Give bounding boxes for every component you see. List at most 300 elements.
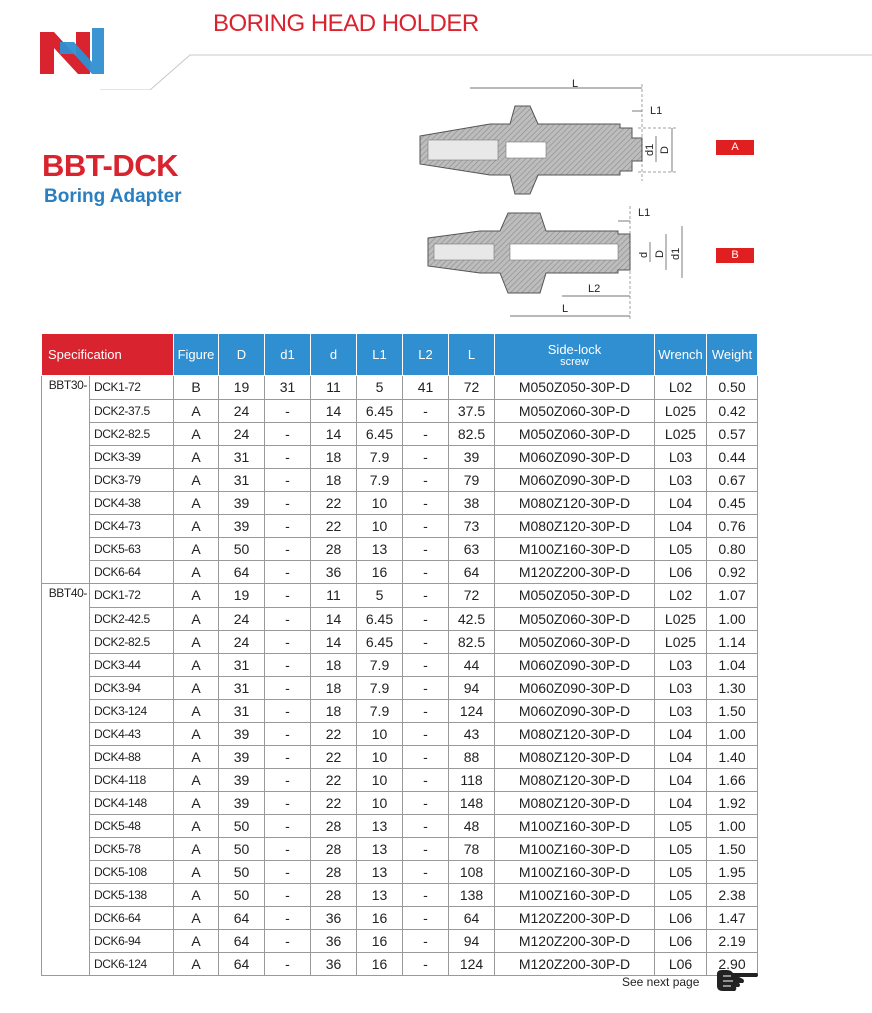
figure-cell: A [174,929,219,952]
d-cell: 22 [311,745,357,768]
figure-b-badge: B [716,248,754,263]
header-d1: d1 [265,334,311,376]
d-cell: 18 [311,468,357,491]
l-cell: 124 [449,952,495,976]
l1-cell: 7.9 [357,445,403,468]
wrench-cell: L025 [655,607,707,630]
weight-cell: 0.45 [707,491,758,514]
wrench-cell: L05 [655,837,707,860]
weight-cell: 1.30 [707,676,758,699]
weight-cell: 1.50 [707,699,758,722]
d-upper-cell: 19 [219,376,265,400]
l2-cell: - [403,584,449,608]
model-cell: DCK1-72 [90,584,174,608]
fig-b-label-d-small: d [638,251,650,258]
d-cell: 28 [311,883,357,906]
model-cell: DCK2-42.5 [90,607,174,630]
table-row [42,745,758,768]
l2-cell: - [403,560,449,584]
d-cell: 14 [311,607,357,630]
table-row [42,883,758,906]
spec-table-body [42,376,758,976]
header-side-lock: Side-lock [547,341,602,357]
table-row [42,653,758,676]
d-cell: 22 [311,491,357,514]
d-upper-cell: 19 [219,584,265,608]
d-upper-cell: 64 [219,906,265,929]
wrench-cell: L025 [655,630,707,653]
side-lock-screw-cell: M100Z160-30P-D [495,537,655,560]
l2-cell: - [403,491,449,514]
model-cell: DCK3-79 [90,468,174,491]
d-upper-cell: 50 [219,537,265,560]
figure-cell: A [174,491,219,514]
d1-cell: - [265,676,311,699]
series-cell [42,630,90,653]
l-cell: 82.5 [449,422,495,445]
table-row [42,722,758,745]
l2-cell: - [403,630,449,653]
table-row [42,607,758,630]
model-cell: DCK4-118 [90,768,174,791]
wrench-cell: L05 [655,537,707,560]
d1-cell: - [265,514,311,537]
d-cell: 36 [311,929,357,952]
series-cell [42,676,90,699]
l2-cell: - [403,883,449,906]
table-row [42,537,758,560]
wrench-cell: L04 [655,768,707,791]
weight-cell: 1.50 [707,837,758,860]
l1-cell: 13 [357,883,403,906]
model-cell: DCK5-78 [90,837,174,860]
table-row [42,468,758,491]
wrench-cell: L04 [655,722,707,745]
model-cell: DCK6-94 [90,929,174,952]
l2-cell: - [403,722,449,745]
l2-cell: - [403,768,449,791]
series-cell [42,837,90,860]
fig-b-label-d: D [654,250,666,258]
l-cell: 44 [449,653,495,676]
table-row [42,860,758,883]
series-cell [42,514,90,537]
model-cell: DCK3-39 [90,445,174,468]
figure-cell: A [174,814,219,837]
side-lock-screw-cell: M100Z160-30P-D [495,860,655,883]
l2-cell: - [403,837,449,860]
weight-cell: 1.04 [707,653,758,676]
d-upper-cell: 39 [219,768,265,791]
side-lock-screw-cell: M080Z120-30P-D [495,768,655,791]
l-cell: 138 [449,883,495,906]
l1-cell: 5 [357,584,403,608]
table-row [42,814,758,837]
weight-cell: 2.38 [707,883,758,906]
l1-cell: 16 [357,560,403,584]
side-lock-screw-cell: M100Z160-30P-D [495,814,655,837]
table-header-row [42,334,758,376]
table-row [42,399,758,422]
l-cell: 124 [449,699,495,722]
side-lock-screw-cell: M120Z200-30P-D [495,929,655,952]
figure-cell: A [174,791,219,814]
l1-cell: 10 [357,491,403,514]
l-cell: 73 [449,514,495,537]
figure-cell: A [174,699,219,722]
fig-b-label-l: L [562,303,569,315]
d1-cell: - [265,537,311,560]
weight-cell: 0.50 [707,376,758,400]
technical-drawings [410,76,760,326]
figure-cell: A [174,860,219,883]
d1-cell: - [265,722,311,745]
d1-cell: - [265,814,311,837]
model-cell: DCK1-72 [90,376,174,400]
l-cell: 42.5 [449,607,495,630]
model-cell: DCK6-64 [90,560,174,584]
l2-cell: - [403,952,449,976]
table-row [42,422,758,445]
side-lock-screw-cell: M100Z160-30P-D [495,883,655,906]
l1-cell: 6.45 [357,399,403,422]
series-cell [42,422,90,445]
series-cell [42,445,90,468]
d-cell: 22 [311,791,357,814]
series-cell [42,607,90,630]
l2-cell: - [403,699,449,722]
l-cell: 63 [449,537,495,560]
wrench-cell: L05 [655,814,707,837]
figure-cell: A [174,745,219,768]
weight-cell: 0.80 [707,537,758,560]
side-lock-screw-cell: M060Z090-30P-D [495,699,655,722]
figure-cell: A [174,653,219,676]
figure-cell: A [174,468,219,491]
l2-cell: - [403,676,449,699]
d-cell: 11 [311,376,357,400]
figure-cell: A [174,952,219,976]
side-lock-screw-cell: M120Z200-30P-D [495,952,655,976]
side-lock-screw-cell: M080Z120-30P-D [495,745,655,768]
l1-cell: 7.9 [357,653,403,676]
l-cell: 43 [449,722,495,745]
figure-cell: A [174,722,219,745]
series-cell [42,745,90,768]
weight-cell: 1.14 [707,630,758,653]
series-cell [42,491,90,514]
figure-b-drawing [428,206,682,321]
side-lock-screw-cell: M050Z050-30P-D [495,376,655,400]
wrench-cell: L03 [655,699,707,722]
d1-cell: - [265,584,311,608]
pointing-hand-icon [713,968,759,994]
d-upper-cell: 39 [219,791,265,814]
table-row [42,584,758,608]
figure-cell: A [174,560,219,584]
d-upper-cell: 64 [219,929,265,952]
d-cell: 11 [311,584,357,608]
model-cell: DCK5-138 [90,883,174,906]
l-cell: 94 [449,929,495,952]
d1-cell: - [265,699,311,722]
wrench-cell: L05 [655,860,707,883]
l1-cell: 16 [357,929,403,952]
d-cell: 22 [311,722,357,745]
l2-cell: - [403,653,449,676]
l-cell: 108 [449,860,495,883]
series-cell [42,814,90,837]
header-d: d [311,334,357,376]
model-cell: DCK3-94 [90,676,174,699]
model-cell: DCK4-43 [90,722,174,745]
l1-cell: 10 [357,745,403,768]
l-cell: 37.5 [449,399,495,422]
figure-cell: A [174,399,219,422]
table-row [42,491,758,514]
weight-cell: 1.07 [707,584,758,608]
d1-cell: - [265,560,311,584]
figure-cell: A [174,630,219,653]
l2-cell: - [403,607,449,630]
l1-cell: 5 [357,376,403,400]
weight-cell: 2.90 [707,952,758,976]
d-upper-cell: 24 [219,630,265,653]
series-cell [42,768,90,791]
d-cell: 28 [311,860,357,883]
l1-cell: 16 [357,906,403,929]
d-upper-cell: 50 [219,814,265,837]
d1-cell: 31 [265,376,311,400]
side-lock-screw-cell: M050Z060-30P-D [495,422,655,445]
d1-cell: - [265,791,311,814]
weight-cell: 1.95 [707,860,758,883]
wrench-cell: L04 [655,745,707,768]
weight-cell: 0.92 [707,560,758,584]
d1-cell: - [265,929,311,952]
l2-cell: - [403,468,449,491]
d-cell: 28 [311,814,357,837]
l-cell: 64 [449,906,495,929]
side-lock-screw-cell: M050Z050-30P-D [495,584,655,608]
wrench-cell: L03 [655,468,707,491]
header-l2: L2 [403,334,449,376]
table-row [42,952,758,976]
series-cell: BBT40- [42,584,90,608]
d1-cell: - [265,399,311,422]
l1-cell: 13 [357,537,403,560]
series-cell [42,722,90,745]
wrench-cell: L04 [655,491,707,514]
l-cell: 48 [449,814,495,837]
d1-cell: - [265,653,311,676]
wrench-cell: L05 [655,883,707,906]
l2-cell: - [403,537,449,560]
wrench-cell: L03 [655,445,707,468]
company-logo [40,26,104,80]
table-row [42,768,758,791]
d-cell: 28 [311,837,357,860]
series-cell [42,860,90,883]
weight-cell: 1.40 [707,745,758,768]
weight-cell: 1.92 [707,791,758,814]
l2-cell: - [403,860,449,883]
l1-cell: 7.9 [357,699,403,722]
weight-cell: 1.47 [707,906,758,929]
model-cell: DCK6-64 [90,906,174,929]
wrench-cell: L06 [655,952,707,976]
figure-cell: A [174,676,219,699]
l1-cell: 6.45 [357,630,403,653]
series-cell [42,537,90,560]
d-cell: 14 [311,399,357,422]
l1-cell: 13 [357,814,403,837]
l-cell: 148 [449,791,495,814]
series-cell [42,906,90,929]
side-lock-screw-cell: M120Z200-30P-D [495,906,655,929]
side-lock-screw-cell: M080Z120-30P-D [495,491,655,514]
wrench-cell: L025 [655,422,707,445]
d-upper-cell: 50 [219,837,265,860]
model-cell: DCK5-108 [90,860,174,883]
side-lock-screw-cell: M050Z060-30P-D [495,399,655,422]
series-cell [42,560,90,584]
weight-cell: 1.00 [707,722,758,745]
table-row [42,699,758,722]
d1-cell: - [265,768,311,791]
weight-cell: 0.67 [707,468,758,491]
see-next-page-link[interactable]: See next page [622,975,700,989]
weight-cell: 1.00 [707,814,758,837]
d1-cell: - [265,491,311,514]
l-cell: 82.5 [449,630,495,653]
l2-cell: - [403,929,449,952]
l2-cell: - [403,745,449,768]
fig-b-label-d1: d1 [670,247,682,260]
l-cell: 118 [449,768,495,791]
d-upper-cell: 24 [219,607,265,630]
header-weight: Weight [707,334,758,376]
d-upper-cell: 31 [219,699,265,722]
l1-cell: 10 [357,791,403,814]
fig-a-label-l1: L1 [650,105,663,117]
l-cell: 88 [449,745,495,768]
d-cell: 22 [311,514,357,537]
series-cell [42,399,90,422]
wrench-cell: L03 [655,676,707,699]
wrench-cell: L04 [655,791,707,814]
model-cell: DCK5-63 [90,537,174,560]
d-cell: 18 [311,653,357,676]
fig-a-label-l: L [572,78,579,90]
l2-cell: - [403,791,449,814]
d-cell: 18 [311,445,357,468]
series-cell [42,468,90,491]
side-lock-screw-cell: M080Z120-30P-D [495,791,655,814]
figure-cell: A [174,607,219,630]
l-cell: 72 [449,376,495,400]
fig-b-label-l1: L1 [638,207,651,219]
weight-cell: 1.66 [707,768,758,791]
wrench-cell: L03 [655,653,707,676]
l1-cell: 10 [357,722,403,745]
d-upper-cell: 64 [219,560,265,584]
d-cell: 14 [311,630,357,653]
l2-cell: - [403,399,449,422]
l1-cell: 10 [357,514,403,537]
series-cell [42,952,90,976]
d-upper-cell: 39 [219,491,265,514]
l-cell: 39 [449,445,495,468]
weight-cell: 0.42 [707,399,758,422]
model-cell: DCK4-88 [90,745,174,768]
d-cell: 14 [311,422,357,445]
model-cell: DCK2-82.5 [90,422,174,445]
d1-cell: - [265,422,311,445]
d1-cell: - [265,952,311,976]
d-cell: 22 [311,768,357,791]
d1-cell: - [265,630,311,653]
d-upper-cell: 24 [219,399,265,422]
header-l1: L1 [357,334,403,376]
table-row [42,560,758,584]
figure-a-drawing [420,84,678,194]
series-cell [42,929,90,952]
side-lock-screw-cell: M060Z090-30P-D [495,676,655,699]
model-cell: DCK6-124 [90,952,174,976]
header-figure: Figure [174,334,219,376]
l1-cell: 13 [357,837,403,860]
figure-cell: A [174,514,219,537]
d-cell: 36 [311,560,357,584]
table-row [42,376,758,400]
l2-cell: - [403,422,449,445]
l1-cell: 13 [357,860,403,883]
d-cell: 36 [311,906,357,929]
d1-cell: - [265,745,311,768]
series-cell [42,699,90,722]
fig-a-label-d: D [659,146,671,154]
d-upper-cell: 39 [219,745,265,768]
l-cell: 79 [449,468,495,491]
l-cell: 94 [449,676,495,699]
side-lock-screw-cell: M100Z160-30P-D [495,837,655,860]
l1-cell: 6.45 [357,607,403,630]
d-upper-cell: 64 [219,952,265,976]
d-upper-cell: 31 [219,653,265,676]
figure-cell: B [174,376,219,400]
wrench-cell: L06 [655,560,707,584]
model-cell: DCK2-82.5 [90,630,174,653]
model-cell: DCK5-48 [90,814,174,837]
figure-cell: A [174,422,219,445]
l1-cell: 7.9 [357,676,403,699]
table-row [42,514,758,537]
figure-cell: A [174,584,219,608]
l-cell: 64 [449,560,495,584]
d1-cell: - [265,883,311,906]
d1-cell: - [265,607,311,630]
wrench-cell: L02 [655,376,707,400]
weight-cell: 0.44 [707,445,758,468]
d1-cell: - [265,468,311,491]
weight-cell: 2.19 [707,929,758,952]
side-lock-screw-cell: M080Z120-30P-D [495,722,655,745]
figure-cell: A [174,837,219,860]
d-cell: 18 [311,699,357,722]
wrench-cell: L06 [655,929,707,952]
weight-cell: 0.76 [707,514,758,537]
